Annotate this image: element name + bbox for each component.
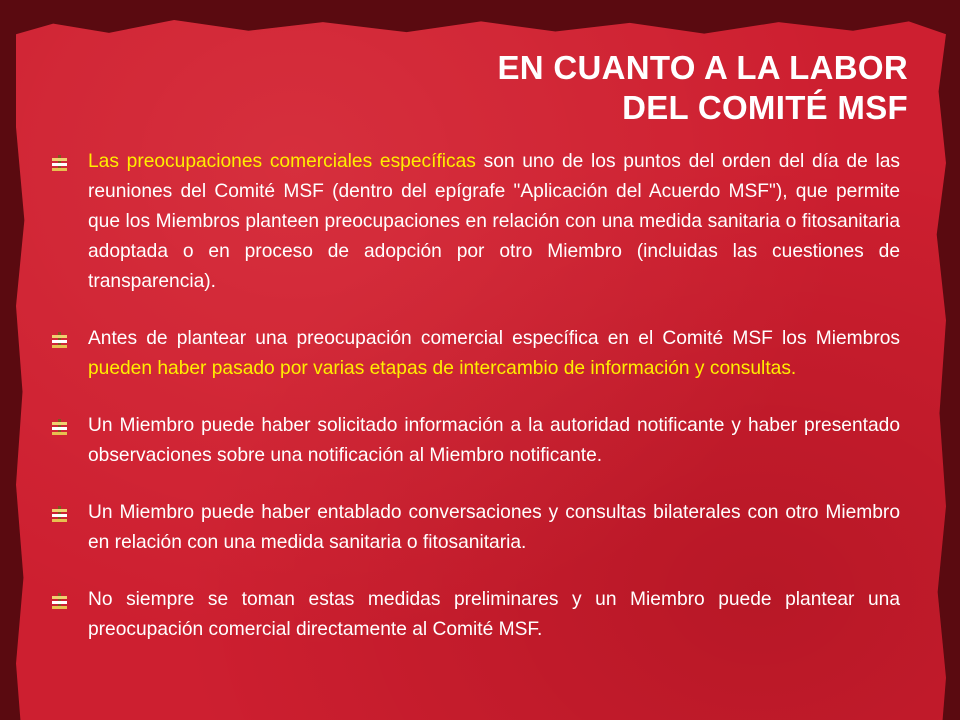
list-item xyxy=(50,411,900,471)
bullet-list xyxy=(50,147,900,672)
item-text: Un Miembro puede haber entablado conversaciones y consultas bilaterales con otro Miembro en relación con una medida sanitaria o fitosanitaria. xyxy=(88,502,900,553)
list-item xyxy=(50,324,900,384)
list-item xyxy=(50,147,900,297)
item-text: Un Miembro puede haber solicitado información a la autoridad notificante y haber presentado observaciones sobre una notificación al Miembro notificante. xyxy=(88,415,900,466)
title-line-1: EN CUANTO A LA LABOR xyxy=(497,49,908,86)
item-highlight: pueden haber pasado por varias etapas de intercambio de información y consultas. xyxy=(88,358,797,379)
stacked-bars-bullet-icon xyxy=(52,332,67,348)
stacked-bars-bullet-icon xyxy=(52,506,67,522)
page-title xyxy=(497,48,908,128)
stacked-bars-bullet-icon xyxy=(52,155,67,171)
stacked-bars-bullet-icon xyxy=(52,419,67,435)
item-text: No siempre se toman estas medidas preliminares y un Miembro puede plantear una preocupación comercial directamente al Comité MSF. xyxy=(88,589,900,640)
item-highlight: Las preocupaciones comerciales específicas xyxy=(88,151,476,172)
list-item xyxy=(50,498,900,558)
item-text: son uno de los puntos del orden del día de las reuniones del Comité MSF (dentro del epígrafe "Aplicación del Acuerdo MSF"), que permite que los Miembros planteen preocupaciones en relación con una medida sanitaria o fitosanitaria adoptada o en proceso de adopción por otro Miembro (incluidas las cuestiones de transparencia). xyxy=(88,151,900,292)
title-line-2: DEL COMITÉ MSF xyxy=(622,89,908,126)
item-text: Antes de plantear una preocupación comercial específica en el Comité MSF los Miembros xyxy=(88,328,900,349)
list-item xyxy=(50,585,900,645)
stacked-bars-bullet-icon xyxy=(52,593,67,609)
